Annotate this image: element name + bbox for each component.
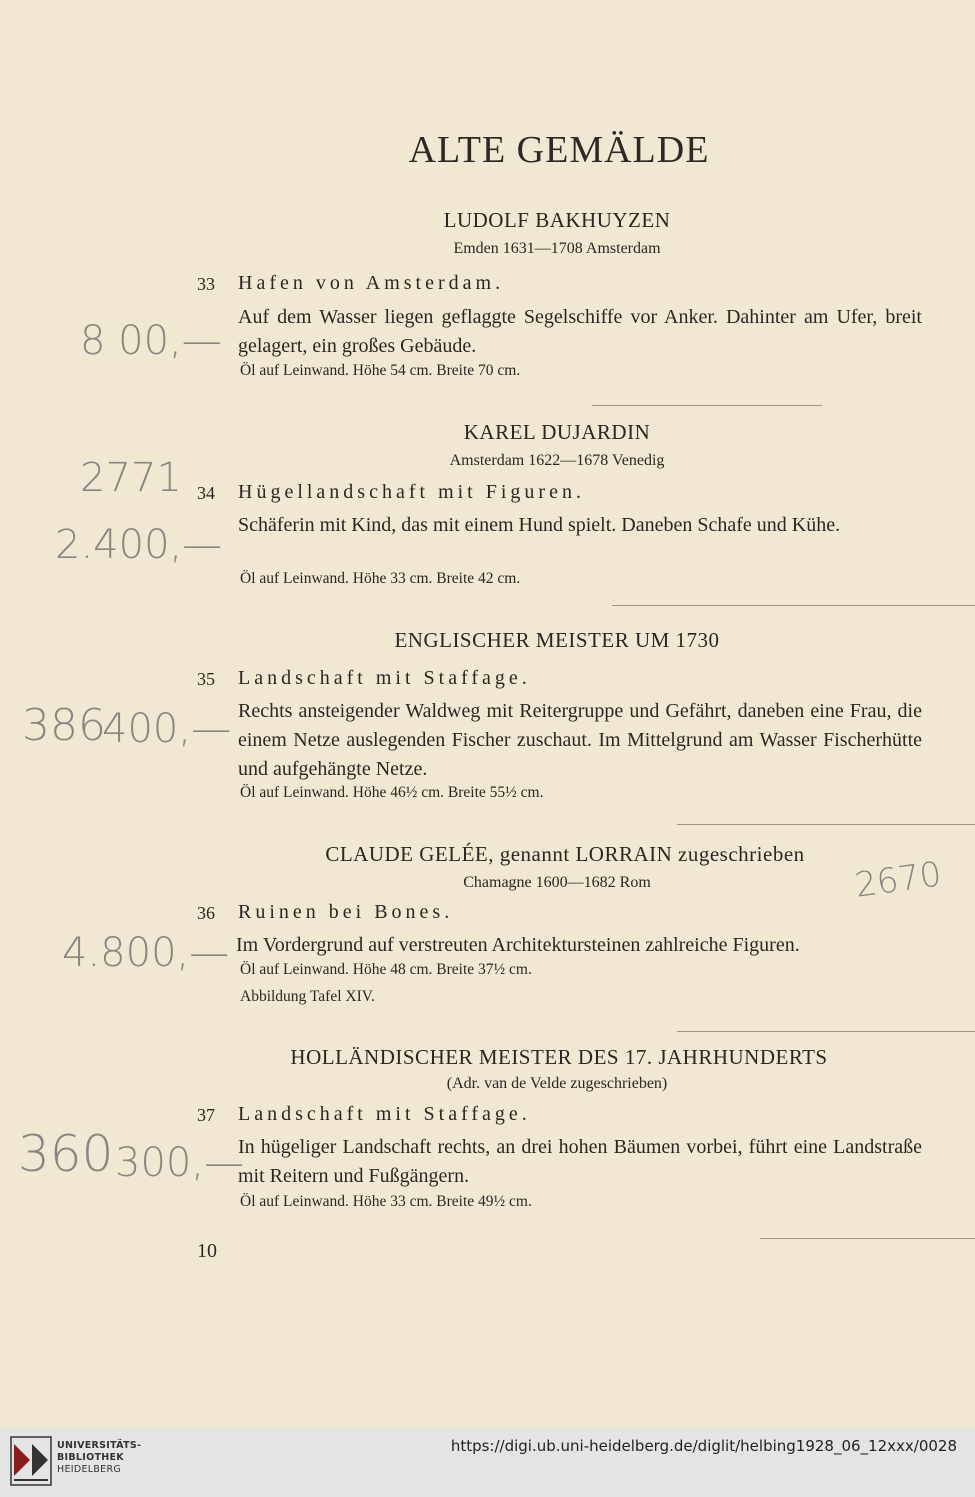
artist-name: CLAUDE GELÉE, genannt LORRAIN zugeschrieben [325,842,805,866]
lot-number: 33 [197,274,215,294]
divider [760,1238,975,1239]
divider [677,1031,975,1032]
lot-medium: Öl auf Leinwand. Höhe 33 cm. Breite 42 cm. [240,570,521,587]
library-name-line2: BIBLIOTHEK [57,1452,124,1463]
permalink-url[interactable]: https://digi.ub.uni-heidelberg.de/diglit/helbing1928_06_12xxx/0028 [450,1437,957,1455]
library-name-line1: UNIVERSITÄTS- [57,1440,142,1451]
handwritten-price: 8 00,— [80,318,222,364]
lot-medium: Öl auf Leinwand. Höhe 46½ cm. Breite 55½ cm. [240,784,544,801]
handwritten-price: 4.800,— [62,930,230,976]
lot-illustration-ref: Abbildung Tafel XIV. [240,988,375,1005]
page-number: 10 [197,1240,217,1262]
lot-description: Im Vordergrund auf verstreuten Architektursteinen zahlreiche Figuren. [236,934,800,956]
divider [592,405,822,406]
university-library-logo-icon [10,1436,52,1486]
artist-life: (Adr. van de Velde zugeschrieben) [446,1075,668,1092]
handwritten-price: 400,— [102,706,232,752]
artist-life: Emden 1631—1708 Amsterdam [453,240,661,257]
lot-number: 37 [197,1105,215,1125]
artist-name: ENGLISCHER MEISTER UM 1730 [394,628,720,652]
lot-title: Landschaft mit Staffage. [238,1103,531,1125]
lot-description: In hügeliger Landschaft rechts, an drei hohen Bäumen vorbei, führt eine Landstraße mit Reitern und Fußgängern. [238,1136,922,1187]
lot-number: 35 [197,669,215,689]
artist-name: KAREL DUJARDIN [463,420,651,444]
lot-number: 36 [197,903,215,923]
lot-description: Schäferin mit Kind, das mit einem Hund spielt. Daneben Schafe und Kühe. [238,514,841,536]
handwritten-lot-note: 386 [22,700,106,751]
handwritten-lot-note: 2771 [80,455,182,501]
lot-title: Ruinen bei Bones. [238,901,454,923]
handwritten-price: 300,— [115,1140,245,1186]
lot-medium: Öl auf Leinwand. Höhe 54 cm. Breite 70 cm. [240,362,521,379]
lot-number: 34 [197,483,215,503]
library-name-line3: HEIDELBERG [57,1464,122,1475]
handwritten-lot-note: 2670 [852,854,944,906]
handwritten-lot-note: 360 [18,1125,114,1183]
divider [612,605,975,606]
artist-name: LUDOLF BAKHUYZEN [443,208,671,232]
divider [677,824,975,825]
lot-description: Rechts ansteigender Waldweg mit Reitergruppe und Gefährt, daneben eine Frau, die einem Netze auslegenden Fischer zuschaut. Im Mittelgrund am Wasser Fischerhütte und aufgehängte Netze. [238,700,922,780]
lot-medium: Öl auf Leinwand. Höhe 48 cm. Breite 37½ cm. [240,961,532,978]
artist-life: Amsterdam 1622—1678 Venedig [449,452,665,469]
lot-title: Hügellandschaft mit Figuren. [238,481,585,503]
handwritten-price: 2.400,— [55,522,223,568]
lot-medium: Öl auf Leinwand. Höhe 33 cm. Breite 49½ cm. [240,1193,532,1210]
lot-description: Auf dem Wasser liegen geflaggte Segelschiffe vor Anker. Dahinter am Ufer, breit gelagert, ein großes Gebäude. [238,306,922,357]
page-title: ALTE GEMÄLDE [408,129,710,171]
lot-title: Hafen von Amsterdam. [238,272,505,294]
artist-name: HOLLÄNDISCHER MEISTER DES 17. JAHRHUNDERTS [290,1045,828,1069]
artist-life: Chamagne 1600—1682 Rom [463,874,651,891]
lot-title: Landschaft mit Staffage. [238,667,531,689]
